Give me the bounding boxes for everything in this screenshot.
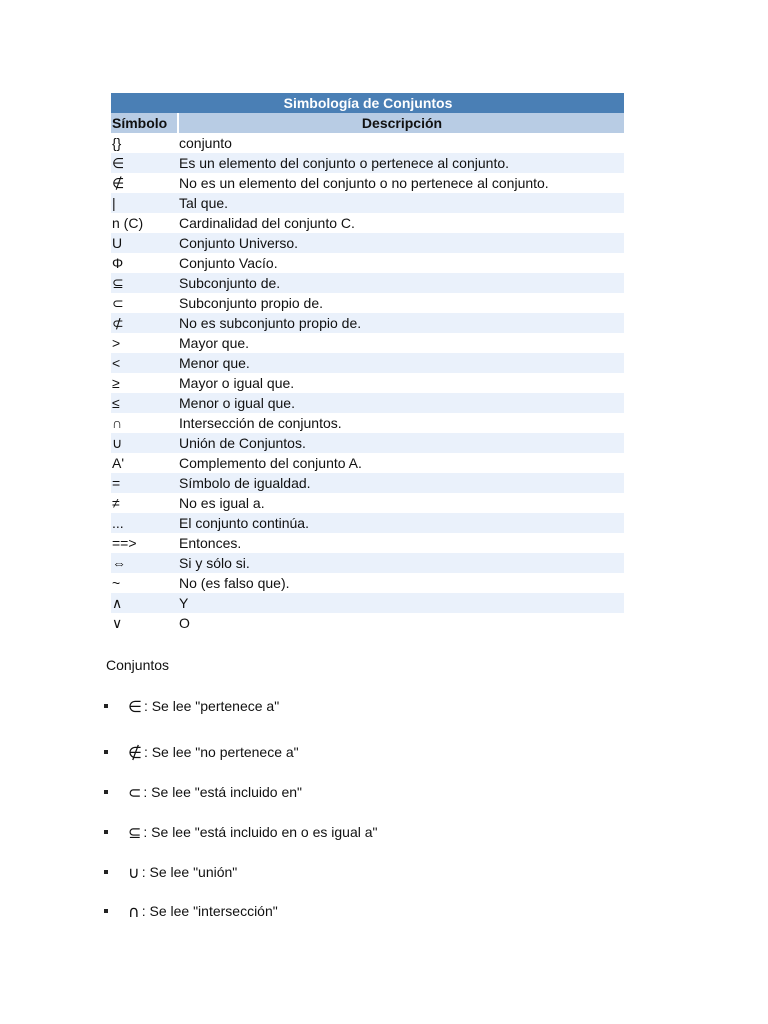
- description-cell: Unión de Conjuntos.: [178, 433, 624, 453]
- bullet-icon: [104, 909, 108, 913]
- table-row: [111, 193, 624, 213]
- table-row: [111, 293, 624, 313]
- description-cell: No es subconjunto propio de.: [178, 313, 624, 333]
- list-item: [104, 781, 302, 803]
- set-symbol-icon: ∈: [128, 696, 142, 716]
- table-row: [111, 353, 624, 373]
- symbol-cell: ⊆: [111, 273, 178, 293]
- description-cell: Si y sólo si.: [178, 553, 624, 573]
- list-item: [104, 861, 237, 883]
- conjuntos-heading: Conjuntos: [106, 657, 170, 673]
- table-row: [111, 433, 624, 453]
- table-row: [111, 373, 624, 393]
- symbol-cell: ≥: [111, 373, 178, 393]
- table-body: [111, 133, 624, 633]
- list-item: [104, 821, 378, 843]
- bullet-icon: [104, 790, 108, 794]
- description-cell: Menor que.: [178, 353, 624, 373]
- set-symbol-icon: ∉: [128, 742, 142, 762]
- symbol-cell: {}: [111, 133, 178, 153]
- header-description: Descripción: [178, 113, 624, 133]
- symbol-cell: >: [111, 333, 178, 353]
- table-row: [111, 473, 624, 493]
- table-row: [111, 173, 624, 193]
- symbol-cell: ≠: [111, 493, 178, 513]
- table-row: [111, 313, 624, 333]
- description-cell: Conjunto Vacío.: [178, 253, 624, 273]
- symbol-cell: ~: [111, 573, 178, 593]
- table-row: [111, 513, 624, 533]
- list-item-text: : Se lee "está incluido en": [143, 784, 302, 800]
- list-item: [104, 741, 299, 763]
- description-cell: Entonces.: [178, 533, 624, 553]
- description-cell: Mayor que.: [178, 333, 624, 353]
- table-row: [111, 493, 624, 513]
- description-cell: No es un elemento del conjunto o no pertenece al conjunto.: [178, 173, 624, 193]
- description-cell: Símbolo de igualdad.: [178, 473, 624, 493]
- table-row: [111, 453, 624, 473]
- list-item: [104, 695, 279, 717]
- symbol-cell: ∉: [111, 173, 178, 193]
- description-cell: Subconjunto de.: [178, 273, 624, 293]
- symbol-cell: ∈: [111, 153, 178, 173]
- set-symbol-icon: ⊂: [128, 782, 142, 802]
- bullet-icon: [104, 750, 108, 754]
- description-cell: conjunto: [178, 133, 624, 153]
- set-symbol-icon: ⊆: [128, 822, 142, 842]
- set-symbol-icon: ∪: [128, 862, 140, 882]
- list-item-text: : Se lee "no pertenece a": [143, 744, 299, 760]
- bullet-icon: [104, 830, 108, 834]
- symbol-cell: ⇔: [111, 553, 178, 573]
- symbols-table: [111, 93, 624, 633]
- set-symbol-icon: ∩: [128, 901, 140, 921]
- table-row: [111, 213, 624, 233]
- symbol-cell: <: [111, 353, 178, 373]
- description-cell: El conjunto continúa.: [178, 513, 624, 533]
- description-cell: Subconjunto propio de.: [178, 293, 624, 313]
- table-row: [111, 233, 624, 253]
- table-row: [111, 393, 624, 413]
- description-cell: No (es falso que).: [178, 573, 624, 593]
- table-row: [111, 593, 624, 613]
- header-symbol: Símbolo: [111, 113, 178, 133]
- table-row: [111, 553, 624, 573]
- list-item-text: : Se lee "está incluido en o es igual a": [143, 824, 378, 840]
- table-row: [111, 153, 624, 173]
- description-cell: No es igual a.: [178, 493, 624, 513]
- symbol-cell: =: [111, 473, 178, 493]
- bullet-icon: [104, 870, 108, 874]
- table-row: [111, 333, 624, 353]
- table-title-row: [111, 93, 624, 113]
- table-row: [111, 413, 624, 433]
- description-cell: Menor o igual que.: [178, 393, 624, 413]
- symbol-cell: A': [111, 453, 178, 473]
- symbol-cell: ∪: [111, 433, 178, 453]
- table-row: [111, 133, 624, 153]
- symbol-cell: ==>: [111, 533, 178, 553]
- symbol-cell: ∩: [111, 413, 178, 433]
- symbol-cell: Φ: [111, 253, 178, 273]
- table-row: [111, 273, 624, 293]
- table-header-row: [111, 113, 624, 133]
- symbol-cell: ≤: [111, 393, 178, 413]
- description-cell: Tal que.: [178, 193, 624, 213]
- table-row: [111, 613, 624, 633]
- table-row: [111, 253, 624, 273]
- table-title: Simbología de Conjuntos: [111, 93, 624, 113]
- description-cell: Cardinalidad del conjunto C.: [178, 213, 624, 233]
- description-cell: Complemento del conjunto A.: [178, 453, 624, 473]
- symbol-cell: ⊄: [111, 313, 178, 333]
- symbol-cell: ...: [111, 513, 178, 533]
- description-cell: Y: [178, 593, 624, 613]
- list-item-text: : Se lee "pertenece a": [143, 698, 280, 714]
- table-row: [111, 573, 624, 593]
- table-row: [111, 533, 624, 553]
- symbol-cell: n (C): [111, 213, 178, 233]
- symbol-cell: U: [111, 233, 178, 253]
- description-cell: Intersección de conjuntos.: [178, 413, 624, 433]
- description-cell: O: [178, 613, 624, 633]
- symbol-cell: ∧: [111, 593, 178, 613]
- symbol-cell: ∨: [111, 613, 178, 633]
- list-item-text: : Se lee "unión": [141, 864, 238, 880]
- symbol-cell: |: [111, 193, 178, 213]
- description-cell: Mayor o igual que.: [178, 373, 624, 393]
- symbol-cell: ⊂: [111, 293, 178, 313]
- description-cell: Es un elemento del conjunto o pertenece al conjunto.: [178, 153, 624, 173]
- list-item: [104, 900, 278, 922]
- bullet-icon: [104, 704, 108, 708]
- list-item-text: : Se lee "intersección": [141, 903, 278, 919]
- description-cell: Conjunto Universo.: [178, 233, 624, 253]
